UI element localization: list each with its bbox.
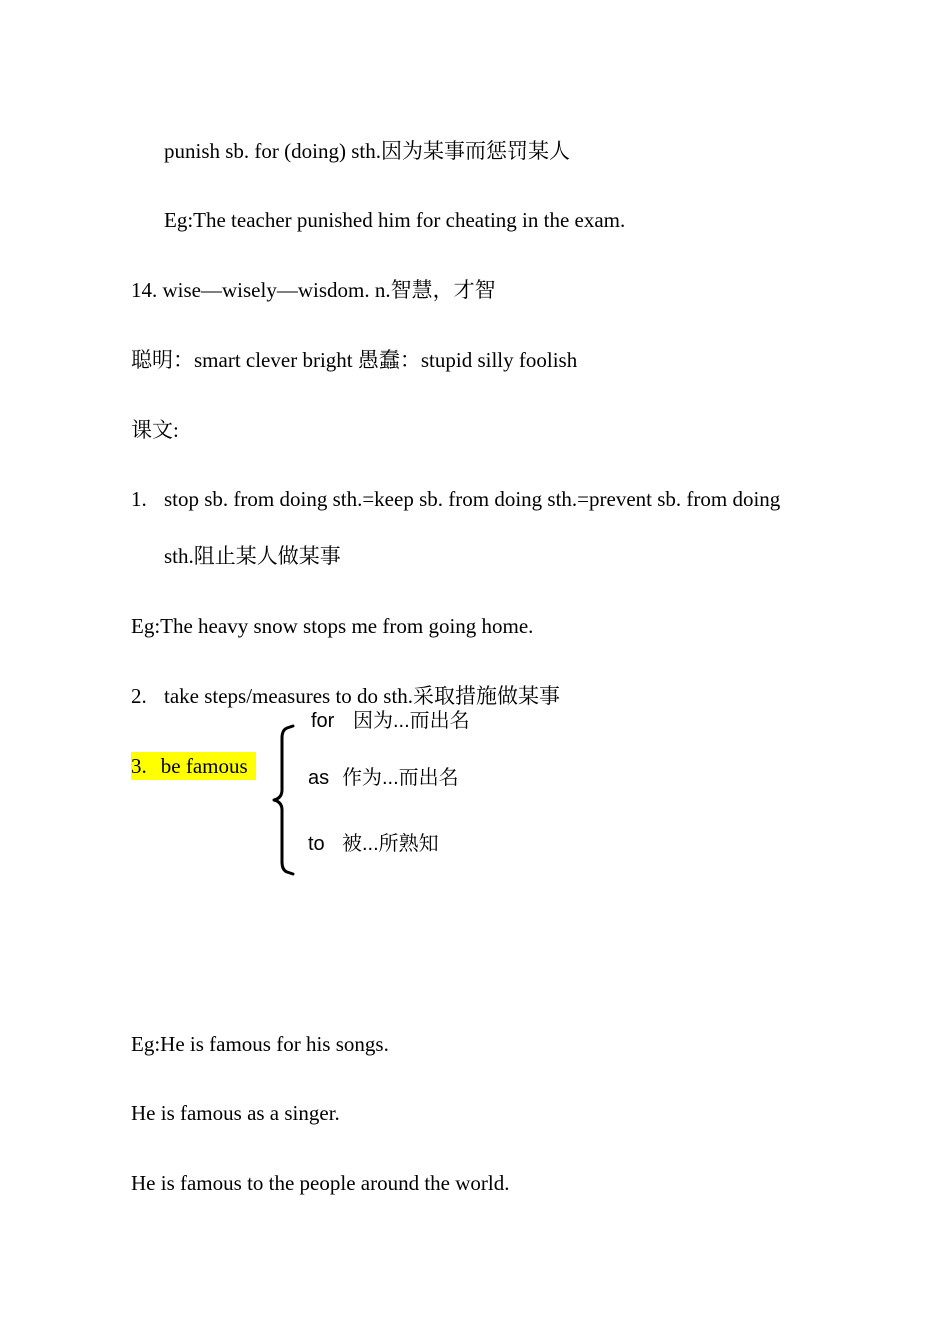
famous-option-as [308,765,459,791]
famous-option-to [308,831,439,857]
famous-option-for [311,708,470,734]
famous-option-prep: to [308,833,325,855]
item-1-line-1: stop sb. from doing sth.=keep sb. from doing sth.=prevent sb. from doing [164,487,781,511]
text-heading: 课文: [131,418,179,442]
item-1-example: Eg:The heavy snow stops me from going home. [131,614,534,638]
clever-stupid-words: 聪明：smart clever bright 愚蠢：stupid silly foolish [131,348,578,372]
item-3-highlight [131,752,256,780]
item-3-number: 3. [131,754,147,778]
example-famous-to: He is famous to the people around the world. [131,1171,510,1195]
famous-option-prep: for [311,710,335,732]
punish-phrase: punish sb. for (doing) sth.因为某事而惩罚某人 [164,139,570,163]
item-2-number: 2. [131,684,147,708]
item-1-line-2: sth.阻止某人做某事 [164,544,341,568]
item-14-wise: 14. wise—wisely—wisdom. n.智慧，才智 [131,278,496,302]
item-1-number: 1. [131,487,147,511]
example-famous-for: Eg:He is famous for his songs. [131,1032,389,1056]
famous-option-meaning: 作为...而出名 [342,767,459,789]
item-2-text: take steps/measures to do sth.采取措施做某事 [164,684,561,708]
famous-option-meaning: 因为...而出名 [353,710,470,732]
example-famous-as: He is famous as a singer. [131,1101,340,1125]
punish-example: Eg:The teacher punished him for cheating in the exam. [164,208,626,232]
item-3-text: be famous [160,754,248,778]
curly-brace-icon [268,722,298,878]
famous-option-prep: as [308,767,330,789]
famous-option-meaning: 被...所熟知 [342,833,439,855]
